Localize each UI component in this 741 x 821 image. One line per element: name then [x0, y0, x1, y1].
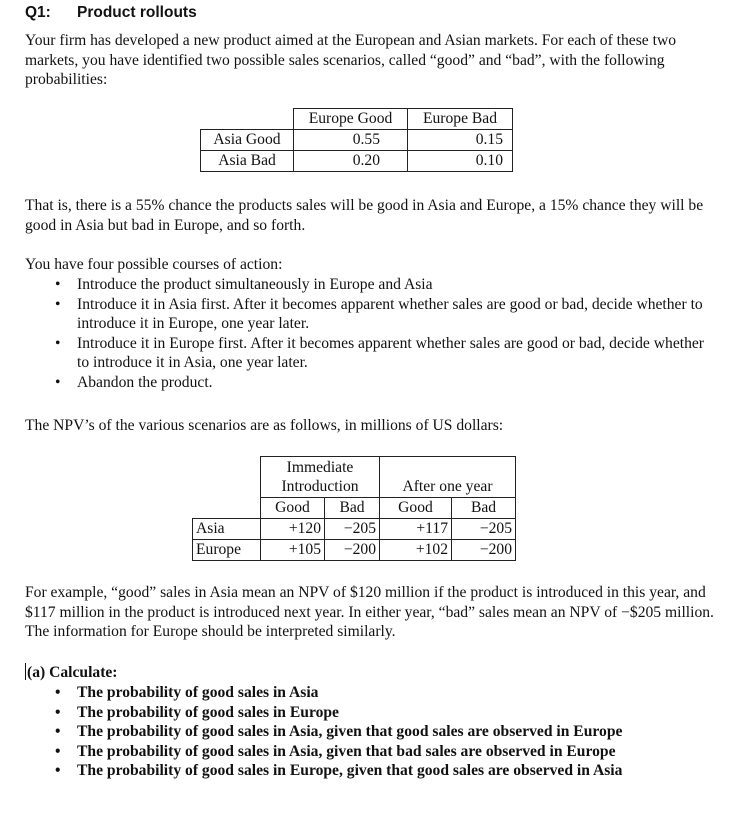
bullet-icon: • [55, 762, 61, 779]
npv-example-paragraph: For example, “good” sales in Asia mean an NPV of $120 million if the product is introduced in this year, and $117 million in the product is introduced next year. In either year, “bad” sales mean an NPV of −$205 million. The information for Europe should be interpreted similarly. [25, 584, 714, 640]
table-row [201, 151, 513, 172]
cell-asia-good-europe-good: 0.55 [294, 130, 408, 151]
cell-asia-later-good: +117 [380, 519, 452, 540]
table-row [193, 540, 516, 561]
npv-table [192, 456, 516, 561]
cell-asia-bad-europe-bad: 0.10 [408, 151, 513, 172]
list-item: • The probability of good sales in Asia [55, 684, 319, 701]
npv-intro: The NPV’s of the various scenarios are as follows, in millions of US dollars: [25, 417, 504, 434]
actions-list [55, 275, 717, 392]
question-title: Product rollouts [77, 4, 197, 21]
group-header-after-one-year: After one year [380, 457, 516, 498]
question-number: Q1: [25, 4, 51, 21]
part-a-label: (a) Calculate: [27, 664, 118, 681]
table-row [201, 109, 513, 130]
group-header-immediate: Immediate Introduction [261, 457, 380, 498]
cell-asia-immediate-good: +120 [261, 519, 325, 540]
cell-europe-later-bad: −200 [452, 540, 516, 561]
list-item: • Abandon the product. [55, 373, 213, 391]
list-item: • The probability of good sales in Europe, given that good sales are observed in Asia [55, 762, 623, 779]
bullet-icon: • [55, 373, 61, 391]
sub-header-immediate-good: Good [261, 498, 325, 519]
list-item: • Introduce it in Asia first. After it becomes apparent whether sales are good or bad, decide whether to introduce it in Europe, one year later. [55, 295, 703, 332]
list-item: • Introduce the product simultaneously in Europe and Asia [55, 276, 433, 293]
part-a-list [55, 683, 717, 781]
list-item: • The probability of good sales in Europe [55, 703, 339, 721]
sub-header-immediate-bad: Bad [325, 498, 380, 519]
cell-europe-immediate-good: +105 [261, 540, 325, 561]
list-item: • The probability of good sales in Asia, given that bad sales are observed in Europe [55, 742, 616, 760]
table-row [201, 130, 513, 151]
text-cursor [25, 663, 26, 680]
cell-asia-immediate-bad: −205 [325, 519, 380, 540]
table-row [193, 519, 516, 540]
table-corner-cell [201, 109, 294, 130]
bullet-icon: • [55, 742, 61, 760]
column-header-europe-bad: Europe Bad [408, 109, 513, 130]
bullet-icon: • [55, 684, 61, 701]
cell-asia-later-bad: −205 [452, 519, 516, 540]
sub-header-later-good: Good [380, 498, 452, 519]
list-item: • Introduce it in Europe first. After it becomes apparent whether sales are good or bad, decide whether to introduce it in Asia, one year later. [55, 334, 704, 371]
column-header-europe-good: Europe Good [294, 109, 408, 130]
bullet-icon: • [55, 276, 61, 293]
cell-europe-immediate-bad: −200 [325, 540, 380, 561]
table-corner-cell [193, 457, 261, 519]
cell-europe-later-good: +102 [380, 540, 452, 561]
sub-header-later-bad: Bad [452, 498, 516, 519]
bullet-icon: • [55, 723, 61, 740]
intro-paragraph: Your firm has developed a new product aimed at the European and Asian markets. For each of these two markets, you have identified two possible sales scenarios, called “good” and “bad”, with the following probabilities: [25, 32, 676, 88]
actions-intro: You have four possible courses of action: [25, 256, 283, 273]
bullet-icon: • [55, 703, 61, 721]
row-label-asia-bad: Asia Bad [201, 151, 294, 172]
cell-asia-bad-europe-good: 0.20 [294, 151, 408, 172]
question-heading [25, 4, 197, 22]
row-label-asia: Asia [193, 519, 261, 540]
row-label-europe: Europe [193, 540, 261, 561]
list-item: • The probability of good sales in Asia, given that good sales are observed in Europe [55, 723, 623, 740]
explanation-paragraph: That is, there is a 55% chance the products sales will be good in Asia and Europe, a 15% chance they will be good in Asia but bad in Europe, and so forth. [25, 197, 704, 234]
cell-asia-good-europe-bad: 0.15 [408, 130, 513, 151]
probability-table [200, 108, 513, 172]
row-label-asia-good: Asia Good [201, 130, 294, 151]
bullet-icon: • [55, 334, 61, 352]
bullet-icon: • [55, 295, 61, 313]
table-row [193, 457, 516, 498]
